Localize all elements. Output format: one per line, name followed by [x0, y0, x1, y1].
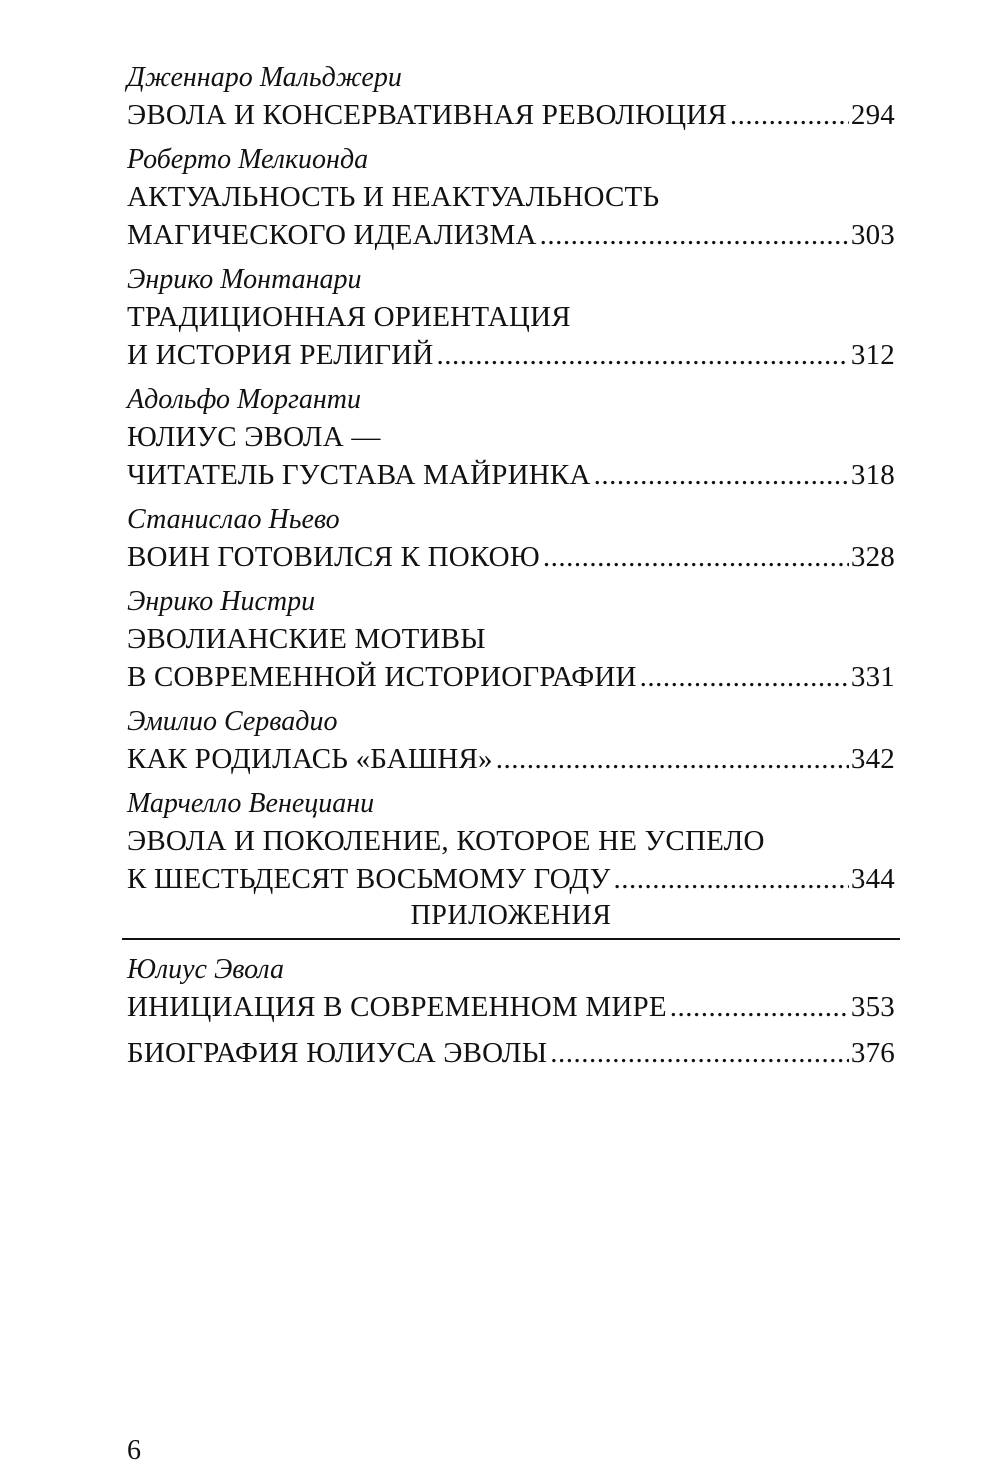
entry-author: Марчелло Венециани: [127, 788, 375, 819]
entry-title-with-page: [127, 1034, 895, 1072]
entry-title-line: ТРАДИЦИОННАЯ ОРИЕНТАЦИЯ: [127, 301, 571, 333]
entry-title-line: ЮЛИУС ЭВОЛА —: [127, 421, 381, 453]
toc-entry: [127, 502, 895, 576]
entry-author: Дженнаро Мальджери: [127, 62, 402, 93]
entry-title-line: ЧИТАТЕЛЬ ГУСТАВА МАЙРИНКА: [127, 459, 591, 491]
dot-leader: [540, 216, 849, 254]
entry-author: Роберто Мелкионда: [127, 144, 369, 175]
entry-title-line: ВОИН ГОТОВИЛСЯ К ПОКОЮ: [127, 541, 540, 573]
entry-title-line: БИОГРАФИЯ ЮЛИУСА ЭВОЛЫ: [127, 1037, 548, 1069]
entry-page-number[interactable]: 318: [850, 459, 895, 491]
entry-title-with-page: [127, 860, 895, 898]
entry-title-with-page: [127, 216, 895, 254]
entry-title-line: ЭВОЛИАНСКИЕ МОТИВЫ: [127, 623, 486, 655]
toc-entry: [127, 704, 895, 778]
dot-leader: [640, 658, 849, 696]
entry-page-number[interactable]: 312: [850, 339, 895, 371]
entry-author: Станислао Ньево: [127, 504, 340, 535]
toc-entry: [127, 142, 895, 254]
entry-title-with-page: [127, 658, 895, 696]
toc-entry: [127, 584, 895, 696]
entry-author: Адольфо Морганти: [127, 384, 361, 415]
dot-leader: [550, 1034, 849, 1072]
toc-entry: [127, 262, 895, 374]
dot-leader: [613, 860, 848, 898]
dot-leader: [437, 336, 849, 374]
entry-author: Энрико Монтанари: [127, 264, 362, 295]
dot-leader: [496, 740, 849, 778]
entry-title-line: И ИСТОРИЯ РЕЛИГИЙ: [127, 339, 434, 371]
section-divider: [122, 938, 900, 940]
appendix-contents: [127, 952, 895, 1080]
entry-title-with-page: [127, 96, 895, 134]
entry-title-with-page: [127, 988, 895, 1026]
entry-page-number[interactable]: 376: [850, 1037, 895, 1069]
entry-title-line: ЭВОЛА И КОНСЕРВАТИВНАЯ РЕВОЛЮЦИЯ: [127, 99, 727, 131]
table-of-contents: [127, 60, 895, 906]
toc-entry: [127, 1034, 895, 1072]
toc-entry: [127, 382, 895, 494]
entry-title-line: МАГИЧЕСКОГО ИДЕАЛИЗМА: [127, 219, 537, 251]
toc-entry: [127, 786, 895, 898]
toc-entry: [127, 60, 895, 134]
entry-page-number[interactable]: 331: [850, 661, 895, 693]
entry-page-number[interactable]: 303: [850, 219, 895, 251]
page-number: 6: [127, 1435, 141, 1466]
entry-page-number[interactable]: 344: [850, 863, 895, 895]
dot-leader: [670, 988, 849, 1026]
dot-leader: [594, 456, 849, 494]
entry-page-number[interactable]: 342: [850, 743, 895, 775]
entry-title-with-page: [127, 336, 895, 374]
entry-title-with-page: [127, 456, 895, 494]
entry-title-with-page: [127, 538, 895, 576]
section-heading: ПРИЛОЖЕНИЯ: [410, 900, 612, 931]
dot-leader: [730, 96, 849, 134]
dot-leader: [543, 538, 849, 576]
entry-page-number[interactable]: 294: [850, 99, 895, 131]
entry-title-line: ЭВОЛА И ПОКОЛЕНИЕ, КОТОРОЕ НЕ УСПЕЛО: [127, 825, 765, 857]
entry-title-line: К ШЕСТЬДЕСЯТ ВОСЬМОМУ ГОДУ: [127, 863, 611, 895]
entry-page-number[interactable]: 353: [850, 991, 895, 1023]
entry-title-line: КАК РОДИЛАСЬ «БАШНЯ»: [127, 743, 493, 775]
entry-author: Эмилио Сервадио: [127, 706, 338, 737]
entry-title-line: АКТУАЛЬНОСТЬ И НЕАКТУАЛЬНОСТЬ: [127, 181, 660, 213]
entry-title-line: В СОВРЕМЕННОЙ ИСТОРИОГРАФИИ: [127, 661, 637, 693]
entry-title-line: ИНИЦИАЦИЯ В СОВРЕМЕННОМ МИРЕ: [127, 991, 667, 1023]
entry-author: Энрико Нистри: [127, 586, 316, 617]
entry-page-number[interactable]: 328: [850, 541, 895, 573]
entry-author: Юлиус Эвола: [127, 954, 284, 985]
entry-title-with-page: [127, 740, 895, 778]
toc-entry: [127, 952, 895, 1026]
